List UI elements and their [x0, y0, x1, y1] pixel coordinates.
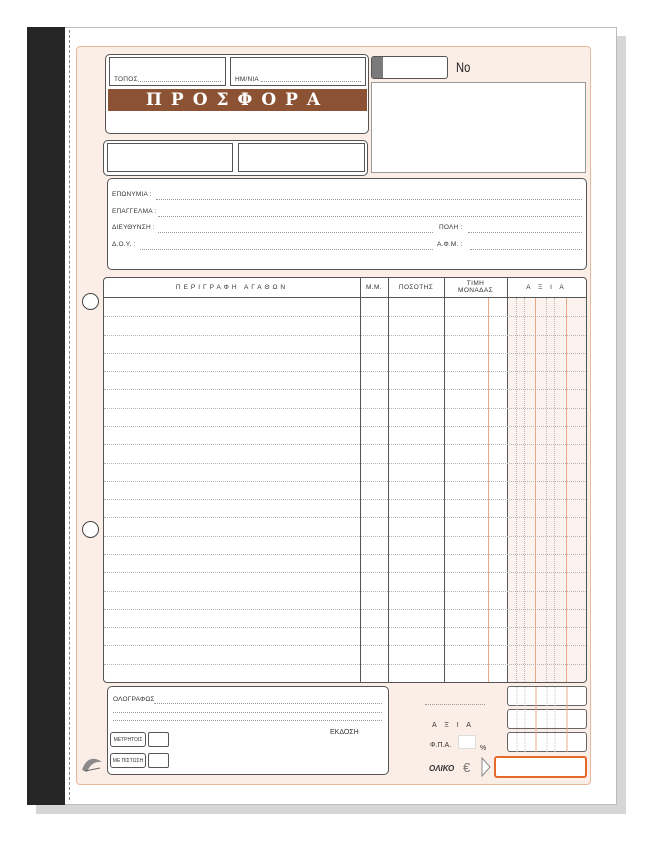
col-unit-price-line1: ΤΙΜΗ — [466, 280, 485, 287]
tax-office-label: Δ.Ο.Υ. : — [112, 241, 136, 248]
customer-panel — [107, 178, 587, 270]
totals-column-guides — [505, 686, 587, 752]
table-row[interactable] — [104, 536, 586, 537]
table-row[interactable] — [104, 517, 586, 518]
col-description: ΠΕΡΙΓΡΑΦΗ ΑΓΑΘΩΝ — [175, 284, 289, 291]
table-row[interactable] — [104, 371, 586, 372]
city-label: ΠΟΛΗ : — [439, 224, 463, 231]
occupation-field[interactable] — [158, 216, 582, 217]
cash-label: ΜΕΤΡΗΤΟΙΣ — [113, 736, 143, 743]
table-row[interactable] — [104, 316, 586, 317]
credit-checkbox[interactable] — [148, 753, 169, 768]
col-unit-price-line2: ΜΟΝΑΔΑΣ — [458, 287, 493, 294]
place-label: ΤΟΠΟΣ — [114, 76, 138, 83]
table-row[interactable] — [104, 463, 586, 464]
tax-office-field[interactable] — [140, 249, 433, 250]
cash-checkbox[interactable] — [148, 732, 169, 747]
in-words-label: ΟΛΟΓΡΑΦΩΣ — [113, 696, 155, 703]
city-field[interactable] — [468, 232, 582, 233]
cash-option[interactable] — [110, 732, 146, 747]
col-quantity: ΠΟΣΟΤΗΣ — [398, 284, 434, 291]
vat-number-field[interactable] — [470, 249, 582, 250]
date-field[interactable] — [230, 57, 366, 86]
table-row[interactable] — [104, 408, 586, 409]
number-tab-icon — [372, 57, 383, 78]
occupation-label: ΕΠΑΓΓΕΛΜΑ : — [112, 208, 157, 215]
table-row[interactable] — [104, 481, 586, 482]
document-title: ΠΡΟΣΦΟΡΑ — [145, 90, 330, 110]
table-row[interactable] — [104, 499, 586, 500]
name-field[interactable] — [156, 199, 582, 200]
table-row[interactable] — [104, 609, 586, 610]
col-unit: Μ.Μ. — [365, 284, 383, 291]
credit-label: ΜΕ ΠΙΣΤΩΣΗ — [112, 757, 144, 764]
number-field[interactable] — [371, 56, 448, 79]
extra-field-1[interactable] — [107, 143, 233, 172]
address-field[interactable] — [158, 232, 433, 233]
date-label: ΗΜ/ΝΙΑ — [235, 76, 259, 83]
table-row[interactable] — [104, 335, 586, 336]
vat-label: Φ.Π.Α. — [430, 742, 452, 749]
table-row[interactable] — [104, 353, 586, 354]
table-row[interactable] — [104, 627, 586, 628]
name-label: ΕΠΩΝΥΜΙΑ : — [112, 191, 152, 198]
footer-panel — [107, 686, 389, 775]
currency-symbol: € — [463, 760, 471, 775]
percent-sign: % — [480, 745, 487, 752]
table-row[interactable] — [104, 554, 586, 555]
vat-percent-field[interactable] — [458, 735, 476, 749]
table-row[interactable] — [104, 389, 586, 390]
total-label: ΟΛΙΚΟ — [429, 764, 455, 773]
binder-hole-top — [82, 293, 99, 310]
table-row[interactable] — [104, 664, 586, 665]
table-row[interactable] — [104, 591, 586, 592]
issue-label: ΕΚΔΟΣΗ — [330, 729, 359, 736]
in-words-field[interactable] — [154, 703, 382, 704]
extra-field-2[interactable] — [238, 143, 365, 172]
stamp-area — [371, 82, 586, 173]
document-title-bar — [108, 89, 367, 111]
table-row[interactable] — [104, 426, 586, 427]
perforation-line — [69, 30, 70, 800]
vat-number-label: Α.Φ.Μ. : — [437, 241, 463, 248]
table-row[interactable] — [104, 572, 586, 573]
table-row[interactable] — [104, 645, 586, 646]
address-label: ΔΙΕΥΘΥΝΣΗ : — [112, 224, 155, 231]
items-table — [103, 277, 587, 683]
publisher-logo-icon — [80, 752, 104, 776]
value-label: Α Ξ Ι Α — [432, 722, 474, 729]
grand-total-field[interactable] — [494, 756, 587, 778]
binding-spine — [27, 27, 65, 805]
col-value: Α Ξ Ι Α — [526, 284, 567, 291]
number-label: No — [456, 59, 471, 75]
table-row[interactable] — [104, 444, 586, 445]
arrow-right-icon — [481, 757, 491, 777]
place-field[interactable] — [109, 57, 226, 86]
credit-option[interactable] — [110, 753, 146, 768]
binder-hole-bottom — [82, 521, 99, 538]
